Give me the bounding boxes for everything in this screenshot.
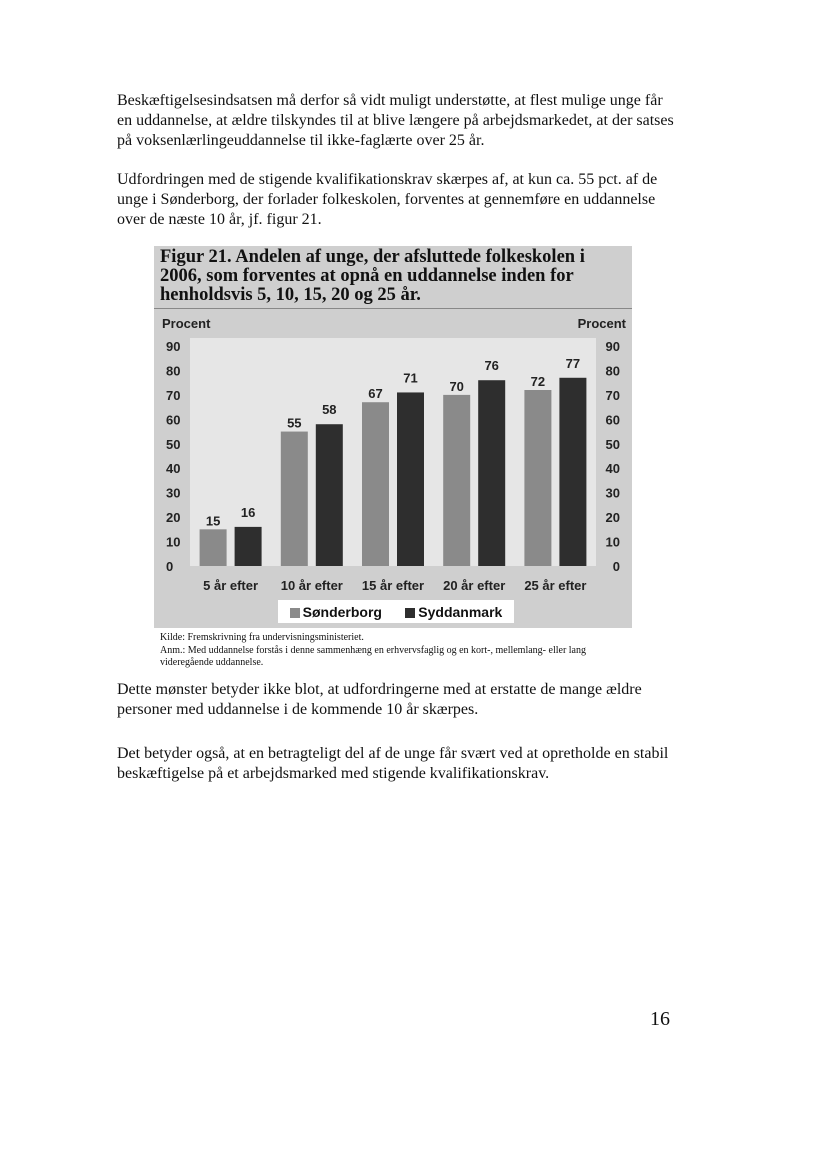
y-tick-label-right: 40: [605, 461, 620, 477]
figure-21: [154, 246, 632, 628]
bar-sønderborg: [443, 395, 470, 566]
y-tick-label-left: 80: [166, 363, 181, 379]
paragraph-2: Udfordringen med de stigende kvalifikationskrav skærpes af, at kun ca. 55 pct. af de unge i Sønderborg, der forlader folkeskolen, forventes at gennemføre en uddannelse over de næste 10 år, jf. figur 21.: [117, 171, 658, 228]
y-tick-label-left: 10: [166, 534, 181, 550]
legend-swatch: [290, 608, 300, 618]
x-tick-label: 25 år efter: [524, 578, 587, 593]
legend-label: Syddanmark: [418, 603, 503, 620]
y-tick-label-left: 0: [166, 559, 174, 574]
bar-syddanmark: [316, 424, 343, 566]
data-label: 76: [484, 358, 499, 374]
y-tick-label-left: 50: [166, 436, 181, 452]
figure-source: Kilde: Fremskrivning fra undervisningsministeriet.: [160, 632, 364, 643]
data-label: 67: [368, 386, 383, 402]
y-tick-label-right: 70: [605, 387, 620, 403]
data-label: 71: [403, 370, 418, 386]
data-label: 70: [449, 378, 464, 394]
y-tick-label-right: 30: [605, 485, 620, 501]
paragraph-1: Beskæftigelsesindsatsen må derfor så vidt muligt understøtte, at flest mulige unge får en uddannelse, at ældre tilskyndes til at blive længere på arbejdsmarkedet, at der satses på voksenlærlingeuddannelse til ikke-faglærte over 25 år.: [117, 92, 674, 149]
y-tick-label-right: 10: [605, 534, 620, 550]
figure-note: Anm.: Med uddannelse forstås i denne sammenhæng en erhvervsfaglig og en kort-, mellemlang- eller lang videregående uddannelse.: [160, 645, 586, 668]
data-label: 15: [205, 513, 221, 529]
x-tick-label: 5 år efter: [203, 578, 259, 593]
paragraph-3: Dette mønster betyder ikke blot, at udfordringerne med at erstatte de mange ældre personer med uddannelse i de kommende 10 år skærpes.: [117, 681, 642, 718]
legend: [278, 600, 514, 623]
y-tick-label-right: 90: [605, 339, 620, 354]
bar-syddanmark: [397, 392, 424, 566]
y-tick-label-right: 60: [605, 412, 620, 428]
y-tick-label-right: 0: [612, 559, 620, 574]
bar-sønderborg: [200, 529, 227, 566]
data-label: 58: [322, 402, 337, 418]
bar-chart: [154, 246, 632, 628]
chart-title: Figur 21. Andelen af unge, der afsluttede folkeskolen i 2006, som forventes at opnå en uddannelse inden for henholdsvis 5, 10, 15, 20 og 25 år.: [160, 247, 585, 305]
y-tick-label-left: 70: [166, 387, 181, 403]
bar-sønderborg: [362, 402, 389, 566]
x-tick-label: 20 år efter: [443, 578, 506, 593]
bar-syddanmark: [235, 527, 262, 566]
bar-syddanmark: [478, 380, 505, 566]
data-label: 77: [565, 355, 581, 371]
paragraph-4: Det betyder også, at en betragteligt del af de unge får svært ved at opretholde en stabil beskæftigelse på et arbejdsmarked med stigende kvalifikationskrav.: [117, 745, 669, 782]
y-axis-label-left: Procent: [162, 316, 211, 331]
y-tick-label-right: 80: [605, 363, 620, 379]
legend-item-syddanmark: [405, 604, 502, 620]
data-label: 55: [287, 415, 302, 431]
page-number: 16: [650, 1008, 670, 1030]
y-tick-label-right: 50: [605, 436, 620, 452]
y-tick-label-left: 30: [166, 485, 181, 501]
legend-item-sonderborg: [290, 604, 382, 620]
bar-sønderborg: [281, 432, 308, 566]
legend-label: Sønderborg: [302, 603, 382, 620]
y-tick-label-left: 60: [166, 412, 181, 428]
legend-swatch: [405, 608, 415, 618]
bar-sønderborg: [524, 390, 551, 566]
y-tick-label-left: 90: [166, 339, 181, 354]
y-axis-label-right: Procent: [577, 316, 626, 331]
y-tick-label-left: 20: [166, 510, 181, 526]
x-tick-label: 10 år efter: [280, 578, 343, 593]
y-tick-label-right: 20: [605, 510, 620, 526]
bar-syddanmark: [559, 378, 586, 566]
data-label: 72: [530, 374, 546, 389]
y-tick-label-left: 40: [166, 461, 181, 477]
data-label: 16: [240, 504, 256, 520]
x-tick-label: 15 år efter: [361, 578, 425, 593]
